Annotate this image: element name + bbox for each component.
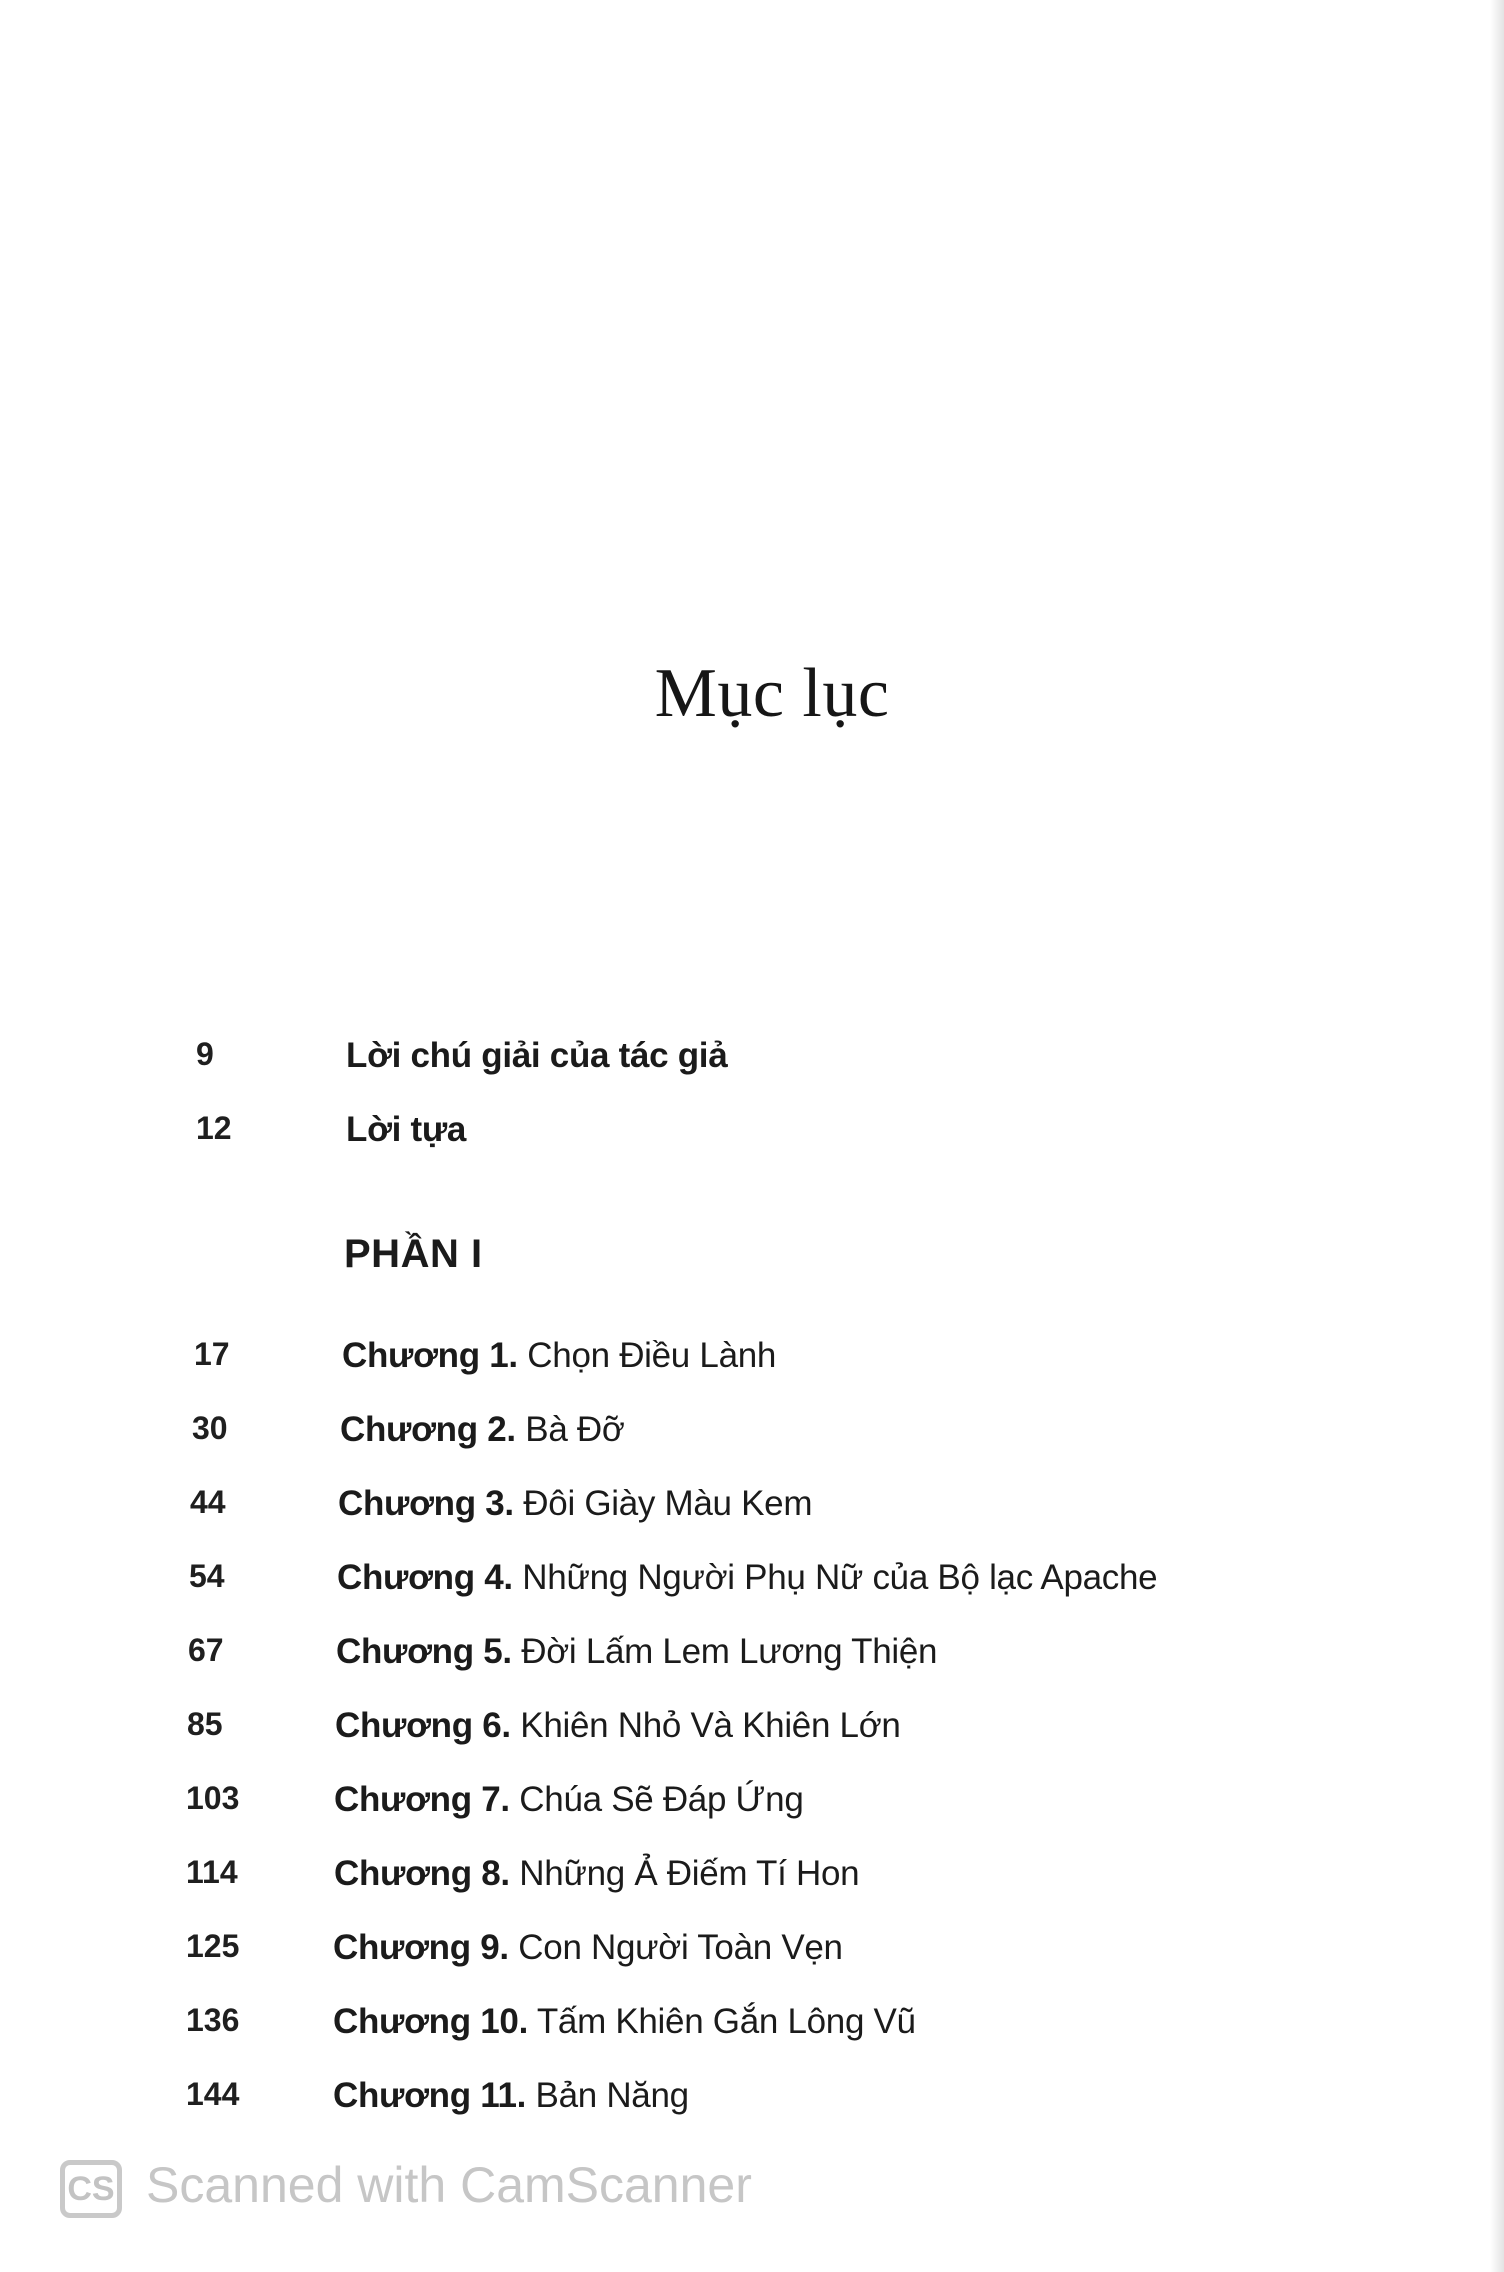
toc-page-number: 17 xyxy=(194,1336,230,1372)
camscanner-watermark-text: Scanned with CamScanner xyxy=(146,2157,752,2213)
toc-entry-text xyxy=(336,1632,937,1672)
chapter-label: Chương 6. xyxy=(335,1706,511,1745)
toc-page-number: 144 xyxy=(186,2076,240,2112)
chapter-title: Khiên Nhỏ Và Khiên Lớn xyxy=(520,1706,901,1745)
toc-page-number: 103 xyxy=(186,1780,240,1816)
toc-entry-text xyxy=(338,1484,812,1524)
chapter-title: Tấm Khiên Gắn Lông Vũ xyxy=(536,2002,916,2041)
toc-entry-text xyxy=(334,1780,803,1820)
toc-page-number: 30 xyxy=(192,1410,228,1446)
toc-page-number: 125 xyxy=(186,1928,240,1964)
chapter-label: Chương 1. xyxy=(342,1336,518,1375)
chapter-title: Đôi Giày Màu Kem xyxy=(523,1484,813,1523)
part-heading: PHẦN I xyxy=(344,1232,483,1276)
toc-entry-text xyxy=(333,2076,689,2116)
toc-entry-text xyxy=(337,1558,1157,1598)
toc-page-number: 54 xyxy=(189,1558,225,1594)
toc-page-number: 9 xyxy=(196,1036,214,1072)
chapter-label: Chương 2. xyxy=(340,1410,516,1449)
toc-page-number: 67 xyxy=(188,1632,224,1668)
toc-page-number: 114 xyxy=(186,1854,238,1890)
chapter-label: Chương 5. xyxy=(336,1632,512,1671)
chapter-title: Con Người Toàn Vẹn xyxy=(518,1928,843,1967)
chapter-label: Chương 8. xyxy=(334,1854,510,1893)
chapter-title: Chọn Điều Lành xyxy=(527,1336,777,1375)
page-edge-shadow xyxy=(1490,0,1504,2272)
toc-entry-text xyxy=(333,2002,916,2042)
chapter-label: Chương 9. xyxy=(333,1928,509,1967)
chapter-label: Chương 11. xyxy=(333,2076,527,2115)
toc-page-number: 12 xyxy=(196,1110,232,1146)
toc-entry-text xyxy=(342,1336,776,1376)
chapter-label: Chương 4. xyxy=(337,1558,513,1597)
toc-title: Mục lục xyxy=(654,655,890,732)
toc-entry-title: Lời tựa xyxy=(346,1110,467,1149)
toc-page-number: 136 xyxy=(186,2002,240,2038)
chapter-title: Những Người Phụ Nữ của Bộ lạc Apache xyxy=(522,1558,1158,1597)
chapter-title: Chúa Sẽ Đáp Ứng xyxy=(519,1780,804,1819)
camscanner-logo-icon: CS xyxy=(60,2160,122,2218)
chapter-title: Bà Đỡ xyxy=(525,1410,625,1449)
toc-entry-text xyxy=(334,1854,859,1894)
toc-entry-text xyxy=(335,1706,901,1746)
toc-entry-text xyxy=(340,1410,625,1450)
toc-page-number: 44 xyxy=(190,1484,226,1520)
toc-page-number: 85 xyxy=(187,1706,223,1742)
toc-entry-title: Lời chú giải của tác giả xyxy=(346,1036,728,1075)
toc-entry-text xyxy=(333,1928,843,1968)
chapter-title: Những Ả Điếm Tí Hon xyxy=(519,1854,860,1893)
chapter-label: Chương 10. xyxy=(333,2002,529,2041)
chapter-title: Bản Năng xyxy=(535,2076,689,2115)
chapter-label: Chương 7. xyxy=(334,1780,510,1819)
chapter-label: Chương 3. xyxy=(338,1484,514,1523)
chapter-title: Đời Lấm Lem Lương Thiện xyxy=(521,1632,938,1671)
